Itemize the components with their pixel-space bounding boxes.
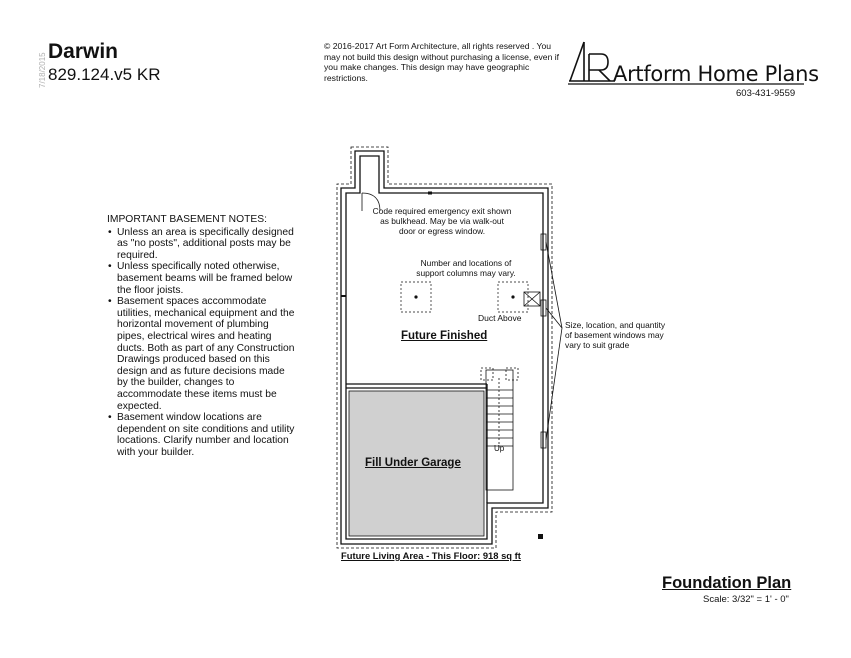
phone-number: 603-431-9559 bbox=[736, 88, 796, 99]
notes-heading: IMPORTANT BASEMENT NOTES: bbox=[107, 214, 268, 225]
living-area-label: Future Living Area - This Floor: 918 sq ft bbox=[341, 550, 521, 561]
room-label-finished: Future Finished bbox=[401, 330, 488, 342]
column-center bbox=[414, 295, 417, 298]
date-stamp: 7/18/2015 bbox=[38, 52, 47, 88]
scale-label: Scale: 3/32" = 1' - 0" bbox=[703, 594, 789, 605]
exit-note: Code required emergency exit shown as bulkhead. May be via walk-out door or egress window. bbox=[372, 206, 512, 236]
columns-note: Number and locations of support columns may vary. bbox=[416, 258, 516, 278]
duct-symbol bbox=[524, 292, 540, 306]
drain-marker bbox=[538, 534, 543, 539]
plan-number: 829.124.v5 KR bbox=[48, 65, 161, 84]
plan-name: Darwin bbox=[48, 40, 119, 63]
duct-label: Duct Above bbox=[478, 313, 522, 323]
column-center bbox=[511, 295, 514, 298]
note-item: • Unless specifically noted otherwise, basement beams will be framed below the floor joists. bbox=[107, 261, 297, 296]
copyright-notice: © 2016-2017 Art Form Architecture, all rights reserved . You may not build this design without purchasing a license, even if you make changes. This design may have geographic restrictions. bbox=[324, 41, 560, 83]
note-item: • Basement spaces accommodate utilities, mechanical equipment and the horizontal movement of plumbing pipes, electrical wires and heating ducts. Both as part of any Construction Drawings produced based on this design and as future decisions made by the builder, changes to accommodate these items must be expected. bbox=[107, 296, 297, 412]
note-item: • Unless an area is specifically designed as "no posts", additional posts may be required. bbox=[107, 227, 297, 262]
note-item: • Basement window locations are dependent on site conditions and utility locations. Clarify number and location with your builder. bbox=[107, 412, 297, 458]
support-columns bbox=[401, 282, 528, 312]
room-label-garage: Fill Under Garage bbox=[365, 457, 461, 469]
brand-name: Artform Home Plans bbox=[613, 62, 819, 86]
sheet-title: Foundation Plan bbox=[662, 574, 792, 592]
stair-label: Up bbox=[494, 444, 505, 453]
basement-windows bbox=[541, 234, 562, 448]
windows-note: Size, location, and quantity of basement windows may vary to suit grade bbox=[565, 320, 666, 350]
